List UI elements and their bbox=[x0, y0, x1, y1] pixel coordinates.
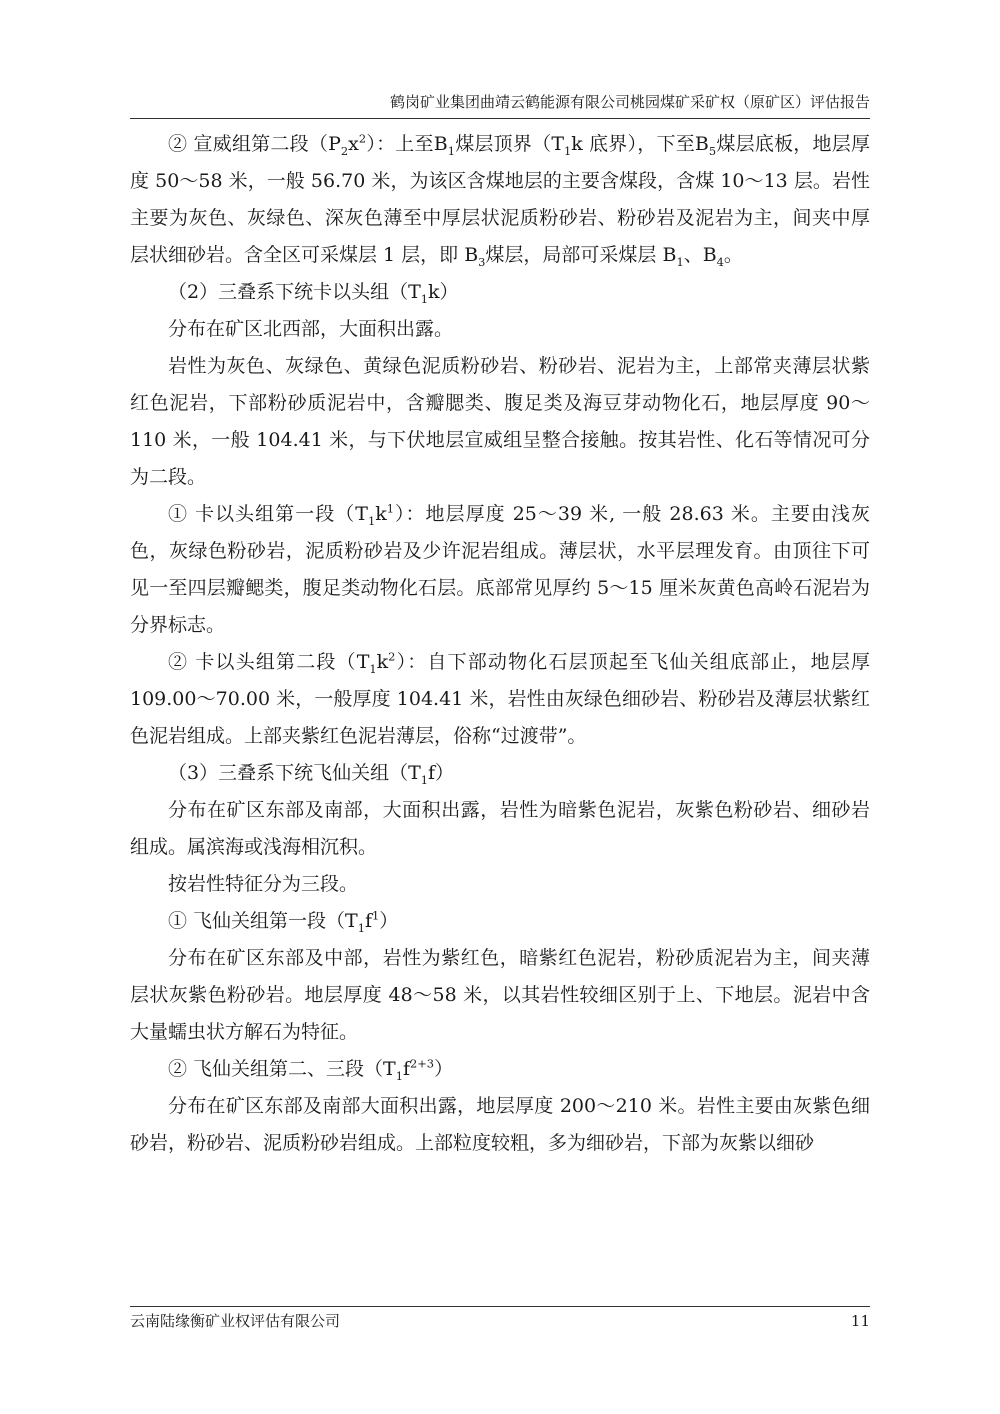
paragraph-xuanwei-2: ② 宣威组第二段$(P_2x^2)$：上至$B_1$煤层顶界（$T_1k$ 底界），下至$B_5$煤层底板，地层厚度 50～58 米，一般 56.70 米，为该区含煤地层的主要含煤段，含煤 10～13 层。岩性主要为灰色、灰绿色、深灰色薄至中厚层状泥质粉砂岩、粉砂岩及泥岩为主，间夹中厚层状细砂岩。含全区可采煤层 1 层，即 $B_3$煤层，局部可采煤层 $B_1$、$B_4$。 bbox=[130, 131, 870, 269]
heading-kayitou: （2）三叠系下统卡以头组$(T_1k)$ bbox=[168, 281, 459, 306]
header-title: 鹤岗矿业集团曲靖云鹤能源有限公司桃园煤矿采矿权（原矿区）评估报告 bbox=[389, 93, 870, 111]
heading-feixianguan-1: ① 飞仙关组第一段$(T_1f^1)$ bbox=[168, 908, 399, 935]
heading-feixianguan-2-3: ② 飞仙关组第二、三段$(T_1f^{2+3})$ bbox=[168, 1056, 454, 1083]
paragraph-kayitou-2: ② 卡以头组第二段$(T_1k^2)$：自下部动物化石层顶起至飞仙关组底部止，地层厚109.00～70.00 米，一般厚度 104.41 米，岩性由灰绿色细砂岩、粉砂岩及薄层状紫红色泥岩组成。上部夹紫红色泥岩薄层，俗称“过渡带”。 bbox=[130, 649, 870, 747]
paragraph-kayitou-distribution: 分布在矿区北西部，大面积出露。 bbox=[168, 318, 454, 340]
paragraph-feixianguan-division: 按岩性特征分为三段。 bbox=[168, 873, 359, 895]
paragraph-feixianguan-distribution: 分布在矿区东部及南部，大面积出露，岩性为暗紫色泥岩，灰紫色粉砂岩、细砂岩组成。属滨海或浅海相沉积。 bbox=[130, 799, 870, 858]
page-header bbox=[130, 90, 870, 119]
paragraph-kayitou-lithology: 岩性为灰色、灰绿色、黄绿色泥质粉砂岩、粉砂岩、泥岩为主，上部常夹薄层状紫红色泥岩，下部粉砂质泥岩中，含瓣腮类、腹足类及海豆芽动物化石，地层厚度 90～110 米，一般 104.41 米，与下伏地层宣威组呈整合接触。按其岩性、化石等情况可分为二段。 bbox=[130, 355, 870, 488]
paragraph-kayitou-1: ① 卡以头组第一段$(T_1k^1)$：地层厚度 25～39 米, 一般 28.63 米。主要由浅灰色，灰绿色粉砂岩，泥质粉砂岩及少许泥岩组成。薄层状，水平层理发育。由顶往下可见一至四层瓣鳃类，腹足类动物化石层。底部常见厚约 5～15 厘米灰黄色高岭石泥岩为分界标志。 bbox=[130, 501, 870, 636]
page-number: 11 bbox=[850, 1312, 870, 1330]
heading-feixianguan: （3）三叠系下统飞仙关组$(T_1f)$ bbox=[168, 762, 455, 787]
paragraph-feixianguan-2-3: 分布在矿区东部及南部大面积出露，地层厚度 200～210 米。岩性主要由灰紫色细砂岩，粉砂岩、泥质粉砂岩组成。上部粒度较粗，多为细砂岩，下部为灰紫以细砂 bbox=[130, 1095, 870, 1154]
document-body bbox=[130, 126, 870, 1162]
page-footer bbox=[130, 1306, 870, 1335]
paragraph-feixianguan-1: 分布在矿区东部及中部，岩性为紫红色，暗紫红色泥岩，粉砂质泥岩为主，间夹薄层状灰紫色粉砂岩。地层厚度 48～58 米，以其岩性较细区别于上、下地层。泥岩中含大量蠕虫状方解石为特征。 bbox=[130, 947, 870, 1043]
footer-company: 云南陆缘衡矿业权评估有限公司 bbox=[130, 1312, 341, 1330]
